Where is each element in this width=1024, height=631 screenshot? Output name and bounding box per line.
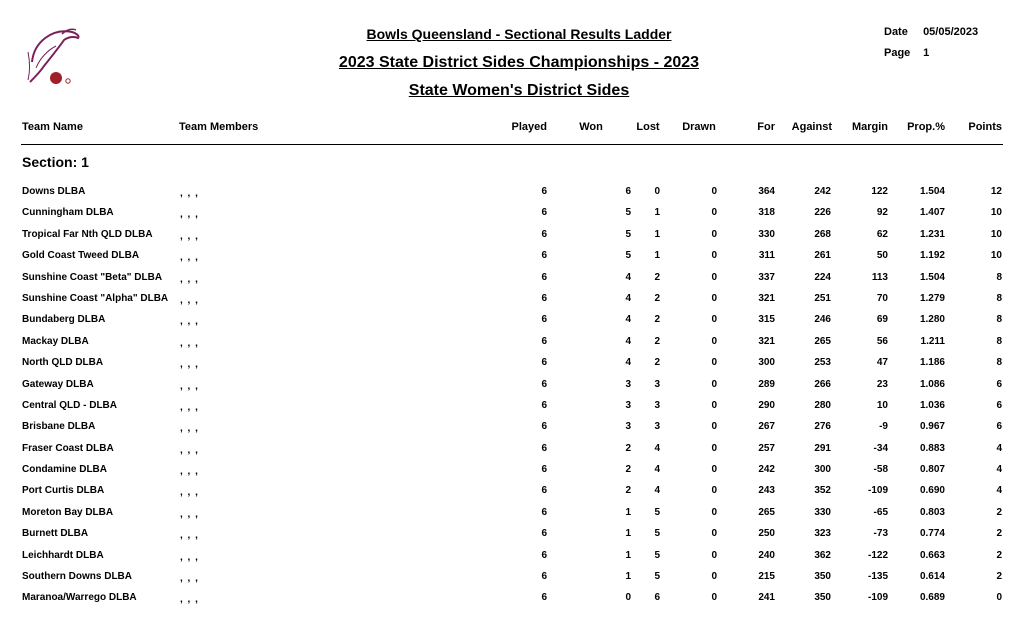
for-cell: 215 [758,571,775,583]
lost-cell: 2 [654,335,660,347]
for-cell: 315 [758,314,775,326]
drawn-cell: 0 [711,399,717,411]
played-cell: 6 [541,442,547,454]
for-cell: 311 [758,250,775,262]
margin-cell: 56 [876,335,888,347]
prop-cell: 1.280 [919,314,945,326]
table-row [0,226,1024,247]
division-title: State Women's District Sides [408,82,630,99]
lost-cell: 1 [654,207,660,219]
against-cell: 266 [814,378,831,390]
team-members-cell: , , , [180,294,199,306]
played-cell: 6 [541,464,547,476]
played-cell: 6 [541,314,547,326]
lost-cell: 3 [654,421,660,433]
table-row [0,333,1024,354]
team-name-cell: Sunshine Coast "Alpha" DLBA [22,292,169,304]
played-cell: 6 [541,549,547,561]
against-cell: 226 [814,207,831,219]
won-cell: 5 [625,207,631,219]
lost-cell: 1 [654,228,660,240]
team-name-cell: Downs DLBA [22,186,86,197]
team-name-cell: North QLD DLBA [22,357,104,369]
prop-cell: 0.690 [919,485,945,497]
won-cell: 2 [625,442,631,454]
prop-cell: 1.186 [919,357,945,369]
prop-cell: 1.407 [919,207,945,219]
lost-cell: 4 [654,464,660,476]
header-divider [21,144,1003,145]
against-cell: 330 [814,506,831,518]
prop-cell: 0.614 [919,571,945,583]
played-cell: 6 [541,271,547,283]
table-row [0,204,1024,225]
org-title: Bowls Queensland - Sectional Results Ladder [366,26,672,42]
margin-cell: -34 [873,442,888,454]
table-row [0,247,1024,268]
against-cell: 280 [814,399,831,411]
date-value: 05/05/2023 [923,26,979,38]
points-cell: 4 [996,442,1002,454]
against-cell: 246 [814,314,831,326]
against-cell: 268 [814,228,831,240]
table-row [0,354,1024,375]
col-team-members: Team Members [179,121,259,133]
won-cell: 1 [625,506,631,518]
against-cell: 323 [814,528,831,540]
col-drawn: Drawn [682,121,716,133]
team-name-cell: Burnett DLBA [22,528,89,540]
margin-cell: 70 [876,292,888,304]
drawn-cell: 0 [711,250,717,262]
won-cell: 4 [625,335,631,347]
drawn-cell: 0 [711,592,717,604]
table-row [0,568,1024,589]
team-name-cell: Condamine DLBA [22,464,107,476]
margin-cell: -58 [873,464,888,476]
team-name-cell: Mackay DLBA [22,335,89,347]
prop-cell: 1.211 [920,335,945,347]
points-cell: 10 [990,228,1002,240]
won-cell: 2 [625,485,631,497]
played-cell: 6 [541,357,547,369]
points-cell: 2 [996,571,1002,583]
team-name-cell: Sunshine Coast "Beta" DLBA [22,271,163,283]
drawn-cell: 0 [711,571,717,583]
won-cell: 3 [625,421,631,433]
team-name-cell: Maranoa/Warrego DLBA [22,592,137,604]
for-cell: 243 [758,485,775,497]
against-cell: 251 [814,292,831,304]
prop-cell: 1.231 [919,228,945,240]
drawn-cell: 0 [711,485,717,497]
lost-cell: 3 [654,378,660,390]
against-cell: 261 [814,250,831,262]
team-name-cell: Brisbane DLBA [22,421,96,433]
margin-cell: -135 [867,571,888,583]
lost-cell: 2 [654,292,660,304]
points-cell: 6 [996,378,1002,390]
margin-cell: 113 [871,271,888,283]
won-cell: 5 [625,250,631,262]
played-cell: 6 [541,378,547,390]
for-cell: 250 [758,528,775,540]
played-cell: 6 [541,528,547,540]
team-name-cell: Leichhardt DLBA [22,549,104,561]
won-cell: 4 [625,292,631,304]
team-members-cell: , , , [180,230,199,242]
played-cell: 6 [541,506,547,518]
lost-cell: 2 [654,357,660,369]
against-cell: 253 [814,357,831,369]
drawn-cell: 0 [711,207,717,219]
team-name-cell: Southern Downs DLBA [22,571,132,583]
for-cell: 321 [758,335,775,347]
for-cell: 240 [758,549,775,561]
team-members-cell: , , , [180,188,199,199]
lost-cell: 5 [654,528,660,540]
margin-cell: -109 [867,592,888,604]
won-cell: 6 [625,186,631,197]
against-cell: 291 [814,442,831,454]
against-cell: 265 [814,335,831,347]
for-cell: 330 [758,228,775,240]
lost-cell: 1 [654,250,660,262]
for-cell: 321 [758,292,775,304]
team-members-cell: , , , [180,209,199,221]
team-members-cell: , , , [180,423,199,435]
won-cell: 3 [625,399,631,411]
won-cell: 5 [625,228,631,240]
team-members-cell: , , , [180,316,199,328]
margin-cell: -73 [873,528,888,540]
for-cell: 318 [758,207,775,219]
table-row [0,547,1024,568]
team-name-cell: Bundaberg DLBA [22,314,106,326]
played-cell: 6 [541,186,547,197]
lost-cell: 0 [654,186,660,197]
lost-cell: 4 [654,442,660,454]
points-cell: 10 [990,250,1002,262]
prop-cell: 0.883 [919,442,945,454]
drawn-cell: 0 [711,186,717,197]
team-members-cell: , , , [180,573,199,585]
col-margin: Margin [851,121,888,133]
points-cell: 4 [996,464,1002,476]
table-row [0,376,1024,397]
prop-cell: 1.036 [919,399,945,411]
team-name-cell: Gold Coast Tweed DLBA [22,250,140,262]
lost-cell: 5 [654,571,660,583]
table-row [0,461,1024,482]
drawn-cell: 0 [711,549,717,561]
table-row [0,183,1024,204]
against-cell: 352 [814,485,831,497]
against-cell: 276 [814,421,831,433]
prop-cell: 1.504 [919,271,945,283]
points-cell: 8 [996,335,1002,347]
margin-cell: -65 [873,506,888,518]
team-members-cell: , , , [180,380,199,392]
won-cell: 4 [625,314,631,326]
points-cell: 12 [990,186,1002,197]
drawn-cell: 0 [711,378,717,390]
played-cell: 6 [541,228,547,240]
played-cell: 6 [541,485,547,497]
table-row [0,269,1024,290]
table-row [0,311,1024,332]
table-row [0,418,1024,439]
points-cell: 4 [996,485,1002,497]
team-members-cell: , , , [180,444,199,456]
won-cell: 2 [625,464,631,476]
margin-cell: -122 [867,549,888,561]
report-date [884,26,978,38]
team-members-cell: , , , [180,551,199,563]
margin-cell: 92 [876,207,888,219]
against-cell: 362 [814,549,831,561]
played-cell: 6 [541,592,547,604]
lost-cell: 2 [654,271,660,283]
points-cell: 6 [996,399,1002,411]
results-table [0,183,1024,611]
points-cell: 8 [996,314,1002,326]
col-played: Played [511,121,547,133]
won-cell: 0 [625,592,631,604]
points-cell: 2 [996,549,1002,561]
for-cell: 265 [758,506,775,518]
team-members-cell: , , , [180,466,199,478]
drawn-cell: 0 [711,357,717,369]
for-cell: 241 [758,592,775,604]
drawn-cell: 0 [711,314,717,326]
team-members-cell: , , , [180,530,199,542]
margin-cell: 122 [871,186,888,197]
for-cell: 257 [758,442,775,454]
for-cell: 364 [758,186,775,197]
table-row [0,290,1024,311]
col-prop: Prop.% [907,121,945,133]
for-cell: 290 [758,399,775,411]
table-row [0,440,1024,461]
team-name-cell: Cunningham DLBA [22,207,114,219]
prop-cell: 0.663 [919,549,945,561]
col-lost: Lost [636,121,660,133]
margin-cell: 50 [876,250,888,262]
for-cell: 337 [758,271,775,283]
points-cell: 2 [996,528,1002,540]
lost-cell: 5 [654,506,660,518]
col-against: Against [791,121,832,133]
col-points: Points [968,121,1002,133]
won-cell: 4 [625,357,631,369]
played-cell: 6 [541,207,547,219]
team-members-cell: , , , [180,401,199,413]
played-cell: 6 [541,335,547,347]
points-cell: 10 [990,207,1002,219]
page-label: Page [884,47,911,59]
lost-cell: 2 [654,314,660,326]
table-row [0,589,1024,610]
lost-cell: 3 [654,399,660,411]
margin-cell: -9 [879,421,888,433]
team-members-cell: , , , [180,508,199,520]
against-cell: 350 [814,571,831,583]
lost-cell: 5 [654,549,660,561]
won-cell: 1 [625,549,631,561]
table-row [0,482,1024,503]
prop-cell: 1.086 [919,378,945,390]
against-cell: 242 [814,186,831,197]
team-name-cell: Fraser Coast DLBA [22,442,114,454]
won-cell: 4 [625,271,631,283]
drawn-cell: 0 [711,421,717,433]
against-cell: 224 [814,271,831,283]
event-title: 2023 State District Sides Championships - 2023 [338,54,700,71]
against-cell: 350 [814,592,831,604]
prop-cell: 0.807 [919,464,945,476]
column-headers [0,121,1024,135]
date-label: Date [884,26,908,38]
prop-cell: 0.967 [919,421,945,433]
drawn-cell: 0 [711,528,717,540]
points-cell: 2 [996,506,1002,518]
prop-cell: 0.689 [919,592,945,604]
prop-cell: 0.803 [919,506,945,518]
drawn-cell: 0 [711,442,717,454]
points-cell: 8 [996,271,1002,283]
points-cell: 8 [996,292,1002,304]
played-cell: 6 [541,421,547,433]
points-cell: 0 [996,592,1002,604]
prop-cell: 0.774 [919,528,945,540]
points-cell: 6 [996,421,1002,433]
won-cell: 1 [625,528,631,540]
team-members-cell: , , , [180,594,199,606]
drawn-cell: 0 [711,335,717,347]
team-members-cell: , , , [180,359,199,371]
drawn-cell: 0 [711,464,717,476]
drawn-cell: 0 [711,292,717,304]
table-row [0,397,1024,418]
page-value: 1 [923,47,930,59]
for-cell: 267 [758,421,775,433]
team-members-cell: , , , [180,337,199,349]
table-row [0,504,1024,525]
team-name-cell: Gateway DLBA [22,378,94,390]
col-for: For [757,121,775,133]
for-cell: 242 [758,464,775,476]
team-members-cell: , , , [180,252,199,264]
team-members-cell: , , , [180,487,199,499]
margin-cell: -109 [867,485,888,497]
margin-cell: 62 [876,228,888,240]
page-number [884,47,929,59]
margin-cell: 23 [876,378,888,390]
for-cell: 289 [758,378,775,390]
table-row [0,525,1024,546]
team-name-cell: Tropical Far Nth QLD DLBA [22,228,153,240]
played-cell: 6 [541,292,547,304]
col-won: Won [579,121,603,133]
played-cell: 6 [541,399,547,411]
lost-cell: 4 [654,485,660,497]
drawn-cell: 0 [711,506,717,518]
team-name-cell: Moreton Bay DLBA [22,506,114,518]
prop-cell: 1.504 [919,186,945,197]
margin-cell: 47 [876,357,888,369]
team-name-cell: Central QLD - DLBA [22,399,117,411]
section-heading: Section: 1 [22,154,89,170]
drawn-cell: 0 [711,228,717,240]
points-cell: 8 [996,357,1002,369]
drawn-cell: 0 [711,271,717,283]
col-team-name: Team Name [22,121,83,133]
prop-cell: 1.192 [919,250,945,262]
played-cell: 6 [541,571,547,583]
margin-cell: 10 [876,399,888,411]
won-cell: 1 [625,571,631,583]
lost-cell: 6 [654,592,660,604]
won-cell: 3 [625,378,631,390]
margin-cell: 69 [876,314,888,326]
prop-cell: 1.279 [919,292,945,304]
played-cell: 6 [541,250,547,262]
for-cell: 300 [758,357,775,369]
against-cell: 300 [814,464,831,476]
team-members-cell: , , , [180,273,199,285]
team-name-cell: Port Curtis DLBA [22,485,105,497]
